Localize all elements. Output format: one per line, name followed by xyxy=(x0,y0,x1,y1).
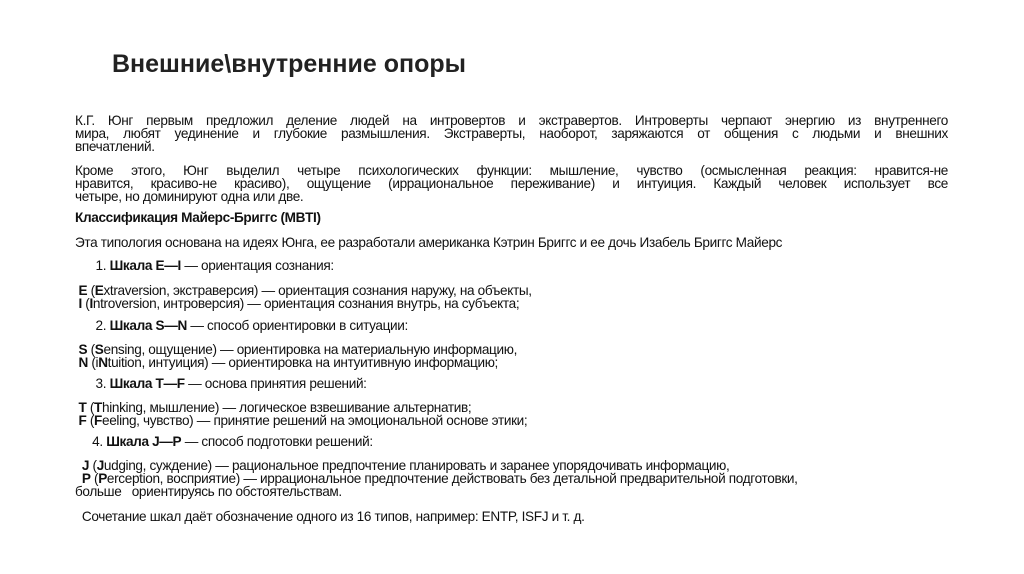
bold-text: T xyxy=(78,400,87,415)
bold-text: Шкала T—F xyxy=(109,376,185,391)
bold-text: N xyxy=(78,355,88,370)
bold-text: J xyxy=(81,458,90,473)
bold-text: Шкала E—I xyxy=(109,258,181,273)
text-line xyxy=(75,236,782,250)
text-line xyxy=(75,485,342,499)
text: ntroversion, интроверсия) — ориентация сознания внутрь, на субъекта; xyxy=(92,296,520,311)
text-line xyxy=(75,211,321,225)
text-line xyxy=(75,510,585,524)
text: ( xyxy=(90,471,99,486)
text-line xyxy=(75,435,373,449)
text: ( xyxy=(81,296,90,311)
text: К.Г. Юнг первым предложил деление людей на интровертов и экстравертов. Интроверты черпают энергию из внутреннего xyxy=(75,113,948,128)
bold-text: J xyxy=(96,458,104,473)
bold-text: Шкала S—N xyxy=(109,318,187,333)
text-line xyxy=(75,377,367,391)
text: ensing, ощущение) — ориентировка на материальную информацию, xyxy=(103,342,517,357)
text: Кроме этого, Юнг выделил четыре психологических функции: мышление, чувство (осмысленная реакция: нравится-не xyxy=(75,163,948,178)
text: xtraversion, экстраверсия) — ориентация сознания наружу, на объекты, xyxy=(103,283,532,298)
bold-text: S xyxy=(78,342,88,357)
bold-text: Шкала J—P xyxy=(106,434,182,449)
bold-text: E xyxy=(94,283,104,298)
text-line xyxy=(75,127,948,141)
text: 2. xyxy=(75,318,110,333)
text: нравится, красиво-не красиво), ощущение (иррациональное переживание) и интуиция. Каждый человек использует все xyxy=(75,176,948,191)
text-line xyxy=(75,414,527,428)
text: ( xyxy=(86,400,95,415)
text: — способ ориентировки в ситуации: xyxy=(186,318,408,333)
text: ( xyxy=(86,413,95,428)
bold-text: Классификация Майерс-Бриггс (MBTI) xyxy=(75,210,321,225)
text: впечатлений. xyxy=(75,139,155,154)
text: Эта типология основана на идеях Юнга, ее разработали американка Кэтрин Бриггс и ее дочь Изабель Бриггс Майерс xyxy=(75,235,783,250)
text: (i xyxy=(87,355,99,370)
text-line xyxy=(75,319,408,333)
text: — ориентация сознания: xyxy=(180,258,334,273)
text: ( xyxy=(87,342,95,357)
text: четыре, но доминируют одна или две. xyxy=(75,189,304,204)
text: — способ подготовки решений: xyxy=(181,434,373,449)
text: 1. xyxy=(75,258,110,273)
bold-text: F xyxy=(94,413,102,428)
text-line xyxy=(75,297,519,311)
slide-title: Внешние\внутренние опоры xyxy=(112,50,466,78)
text: udging, суждение) — рациональное предпочтение планировать и заранее упорядочивать информацию, xyxy=(103,458,730,473)
bold-text: I xyxy=(78,296,82,311)
text: мира, любят уединение и глубокие размышления. Экстраверты, наоборот, заряжаются от общения с людьми и внешних xyxy=(75,126,948,141)
text-line xyxy=(75,140,155,154)
bold-text: E xyxy=(78,283,88,298)
bold-text: P xyxy=(81,471,91,486)
text: eeling, чувство) — принятие решений на эмоциональной основе этики; xyxy=(101,413,528,428)
text: больше ориентируясь по обстоятельствам. xyxy=(75,484,342,499)
bold-text: F xyxy=(78,413,87,428)
bold-text: I xyxy=(89,296,93,311)
bold-text: T xyxy=(94,400,102,415)
text: 3. xyxy=(75,376,110,391)
text-line xyxy=(75,190,303,204)
text: erception, восприятие) — иррациональное предпочтение действовать без детальной предварительной подготовки, xyxy=(106,471,798,486)
bold-text: P xyxy=(98,471,107,486)
text: ( xyxy=(89,458,97,473)
bold-text: N xyxy=(98,355,108,370)
text-line xyxy=(75,259,334,273)
bold-text: S xyxy=(94,342,104,357)
text: — основа принятия решений: xyxy=(184,376,367,391)
text: ( xyxy=(87,283,95,298)
text: hinking, мышление) — логическое взвешивание альтернатив; xyxy=(101,400,472,415)
text: tuition, интуиция) — ориентировка на интуитивную информацию; xyxy=(107,355,498,370)
text: 4. xyxy=(75,434,107,449)
text-line xyxy=(75,356,498,370)
text: Сочетание шкал даёт обозначение одного из 16 типов, например: ENTP, ISFJ и т. д. xyxy=(75,509,585,524)
